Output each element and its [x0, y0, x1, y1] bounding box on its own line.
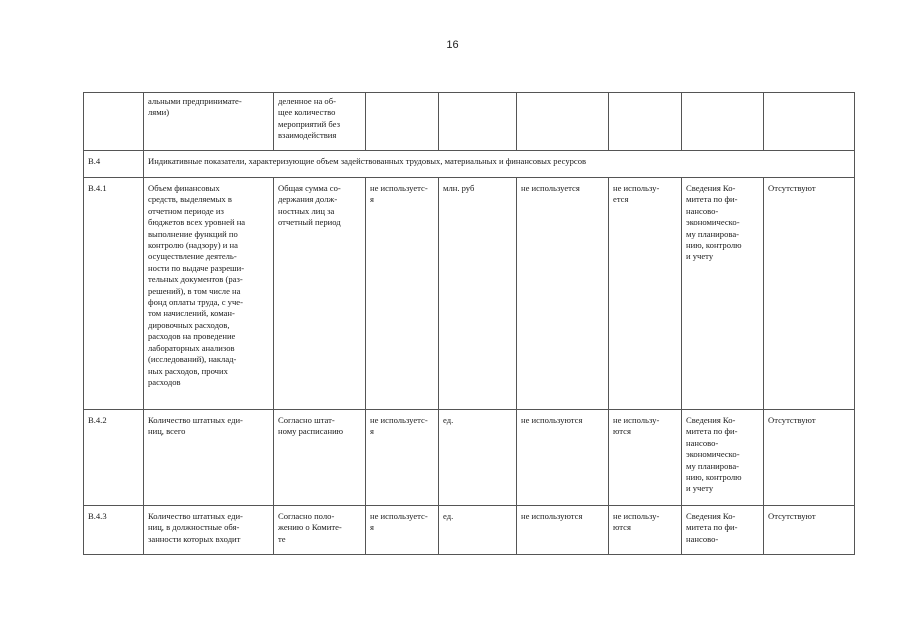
cell-name: Количество штатных еди- ниц, в должностные обя- занности которых входит — [144, 506, 274, 555]
table-row — [84, 178, 855, 410]
cell-name: Количество штатных еди- ниц, всего — [144, 410, 274, 506]
cell-formula: не используетс- я — [366, 506, 439, 555]
cell-target: не используются — [517, 506, 609, 555]
cell-limit: не использу- ются — [609, 410, 682, 506]
cell-limit: не использу- ется — [609, 178, 682, 410]
cell-unit: ед. — [439, 410, 517, 506]
cell-comment — [764, 93, 855, 151]
cell-code: В.4.3 — [84, 506, 144, 555]
page-number: 16 — [446, 39, 459, 51]
table-row-continued — [84, 93, 855, 151]
cell-source — [682, 93, 764, 151]
cell-definition: Согласно штат- ному расписанию — [274, 410, 366, 506]
cell-name: альными предпринимате- лями) — [144, 93, 274, 151]
cell-limit — [609, 93, 682, 151]
cell-comment: Отсутствуют — [764, 178, 855, 410]
cell-definition: деленное на об- щее количество мероприятий без взаимодействия — [274, 93, 366, 151]
section-title: Индикативные показатели, характеризующие объем задействованных трудовых, материальных и финансовых ресурсов — [144, 151, 855, 178]
cell-target: не используются — [517, 410, 609, 506]
cell-target — [517, 93, 609, 151]
cell-name: Объем финансовых средств, выделяемых в отчетном периоде из бюджетов всех уровней на выполнение функций по контролю (надзору) и на осуществление деятель- ности по выдаче разреши- тельных документов (раз- решений), в том числе на фонд оплаты труда, с уче- том начислений, коман- дировочных расходов, расходов на проведение лабораторных анализов (исследований), наклад- ных расходов, прочих расходов — [144, 178, 274, 410]
cell-comment: Отсутствуют — [764, 410, 855, 506]
cell-formula: не используетс- я — [366, 178, 439, 410]
cell-code: В.4.1 — [84, 178, 144, 410]
table-row — [84, 506, 855, 555]
table-row-section — [84, 151, 855, 178]
cell-limit: не использу- ются — [609, 506, 682, 555]
cell-definition: Общая сумма со- держания долж- ностных лиц за отчетный период — [274, 178, 366, 410]
cell-unit — [439, 93, 517, 151]
table-row — [84, 410, 855, 506]
cell-comment: Отсутствуют — [764, 506, 855, 555]
cell-formula: не используетс- я — [366, 410, 439, 506]
cell-code: В.4.2 — [84, 410, 144, 506]
cell-target: не используется — [517, 178, 609, 410]
indicators-table — [83, 92, 855, 555]
cell-definition: Согласно поло- жению о Комите- те — [274, 506, 366, 555]
cell-source: Сведения Ко- митета по фи- нансово- — [682, 506, 764, 555]
cell-source: Сведения Ко- митета по фи- нансово- экономическо- му планирова- нию, контролю и учету — [682, 410, 764, 506]
cell-formula — [366, 93, 439, 151]
cell-code — [84, 93, 144, 151]
section-code: В.4 — [84, 151, 144, 178]
cell-source: Сведения Ко- митета по фи- нансово- экономическо- му планирова- нию, контролю и учету — [682, 178, 764, 410]
cell-unit: млн. руб — [439, 178, 517, 410]
cell-unit: ед. — [439, 506, 517, 555]
